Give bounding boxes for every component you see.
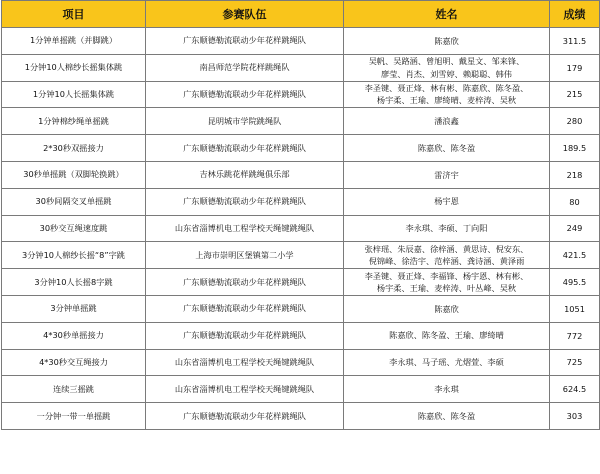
- score-cell: 249: [550, 215, 600, 242]
- table-row: [2, 81, 600, 108]
- name-line: 李永琪: [434, 384, 459, 394]
- names-cell: [344, 242, 550, 269]
- table-row: [2, 403, 600, 430]
- project-cell: 3分钟10人长摇8字跳: [2, 269, 146, 296]
- names-cell: [344, 349, 550, 376]
- score-cell: 303: [550, 403, 600, 430]
- names-cell: [344, 81, 550, 108]
- score-cell: 311.5: [550, 28, 600, 55]
- project-cell: 3分钟10人棉纱长摇“8”字跳: [2, 242, 146, 269]
- name-line: 李圣键、聂正烽、林有彬、陈嘉欣、陈冬盈、: [364, 82, 529, 93]
- project-cell: 4*30秒交互绳接力: [2, 349, 146, 376]
- project-cell: 1分钟棉纱绳单摇跳: [2, 108, 146, 135]
- table-row: [2, 135, 600, 162]
- names-cell: [344, 403, 550, 430]
- table-row: [2, 269, 600, 296]
- score-cell: 218: [550, 161, 600, 188]
- score-cell: 725: [550, 349, 600, 376]
- score-cell: 179: [550, 54, 600, 81]
- team-cell: 广东顺德勒流联动少年花样跳绳队: [146, 28, 344, 55]
- name-line: 倪锦峰、徐浩宇、范梓涵、龚诗涵、黄泽雨: [368, 256, 525, 267]
- team-cell: 广东顺德勒流联动少年花样跳绳队: [146, 295, 344, 322]
- names-cell: [344, 322, 550, 349]
- header-row: [2, 1, 600, 28]
- team-cell: 广东顺德勒流联动少年花样跳绳队: [146, 403, 344, 430]
- score-cell: 624.5: [550, 376, 600, 403]
- names-cell: [344, 215, 550, 242]
- table-row: [2, 28, 600, 55]
- header-names: 姓名: [344, 1, 550, 28]
- team-cell: 山东省淄博机电工程学校天绳键跳绳队: [146, 349, 344, 376]
- team-cell: 广东顺德勒流联动少年花样跳绳队: [146, 81, 344, 108]
- team-cell: 昆明城市学院跳绳队: [146, 108, 344, 135]
- results-table: [1, 0, 600, 430]
- table-row: [2, 188, 600, 215]
- project-cell: 4*30秒单摇接力: [2, 322, 146, 349]
- team-cell: 上海市崇明区堡镇第二小学: [146, 242, 344, 269]
- table-row: [2, 215, 600, 242]
- score-cell: 421.5: [550, 242, 600, 269]
- score-cell: 189.5: [550, 135, 600, 162]
- name-line: 杨宇恩: [434, 196, 459, 207]
- name-line: 陈嘉欣: [434, 35, 459, 46]
- team-cell: 广东顺德勒流联动少年花样跳绳队: [146, 269, 344, 296]
- score-cell: 80: [550, 188, 600, 215]
- names-cell: [344, 54, 550, 81]
- name-line: 张梓瑶、朱辰嘉、徐梓涵、黄思诗、倪安东、: [364, 243, 529, 254]
- team-cell: 广东顺德勒流联动少年花样跳绳队: [146, 322, 344, 349]
- team-cell: 南昌师范学院花样跳绳队: [146, 54, 344, 81]
- team-cell: 广东顺德勒流联动少年花样跳绳队: [146, 135, 344, 162]
- project-cell: 一分钟一带一单摇跳: [2, 403, 146, 430]
- name-line: 陈嘉欣、陈冬盈、王瑜、廖绮晴: [389, 330, 504, 341]
- name-line: 廖莹、肖杰、刘雪婷、赖聪聪、韩伟: [380, 68, 512, 79]
- project-cell: 2*30秒双摇接力: [2, 135, 146, 162]
- team-cell: 广东顺德勒流联动少年花样跳绳队: [146, 188, 344, 215]
- name-line: 陈嘉欣: [434, 303, 459, 314]
- table-row: [2, 376, 600, 403]
- header-team: 参赛队伍: [146, 1, 344, 28]
- name-line: 杨宇柔、王瑜、麦梓涛、叶丛峰、吴秋: [376, 283, 517, 294]
- table-row: [2, 242, 600, 269]
- header-score: 成绩: [550, 1, 600, 28]
- name-line: 雷济宇: [434, 169, 459, 180]
- names-cell: [344, 161, 550, 188]
- name-line: 李永琪、马子瑶、尤熠萱、李硕: [389, 357, 504, 368]
- name-line: 吴帆、吴路涵、曾旭明、戴星文、邹来锋、: [368, 56, 525, 67]
- names-cell: [344, 295, 550, 322]
- table-row: [2, 295, 600, 322]
- table-row: [2, 322, 600, 349]
- team-cell: 山东省淄博机电工程学校天绳键跳绳队: [146, 376, 344, 403]
- name-line: 李永琪、李硕、丁向阳: [405, 223, 488, 234]
- project-cell: 30秒单摇跳（双脚轮换跳）: [2, 161, 146, 188]
- project-cell: 1分钟10人长摇集体跳: [2, 81, 146, 108]
- score-cell: 1051: [550, 295, 600, 322]
- names-cell: [344, 188, 550, 215]
- header-project: 项目: [2, 1, 146, 28]
- names-cell: [344, 135, 550, 162]
- name-line: 陈嘉欣、陈冬盈: [417, 142, 476, 153]
- names-cell: [344, 28, 550, 55]
- project-cell: 1分钟单摇跳（并脚跳）: [2, 28, 146, 55]
- names-cell: [344, 269, 550, 296]
- project-cell: 1分钟10人棉纱长摇集体跳: [2, 54, 146, 81]
- name-line: 杨宇柔、王瑜、廖绮晴、麦梓涛、吴秋: [376, 95, 517, 106]
- score-cell: 280: [550, 108, 600, 135]
- name-line: 李圣键、聂正烽、李福锋、杨宇恩、林有彬、: [364, 270, 529, 281]
- score-cell: 215: [550, 81, 600, 108]
- project-cell: 3分钟单摇跳: [2, 295, 146, 322]
- team-cell: 吉林乐跳花样跳绳俱乐部: [146, 161, 344, 188]
- project-cell: 30秒交互绳速度跳: [2, 215, 146, 242]
- project-cell: 30秒间隔交叉单摇跳: [2, 188, 146, 215]
- name-line: 陈嘉欣、陈冬盈: [417, 410, 476, 421]
- table-row: [2, 108, 600, 135]
- table-row: [2, 54, 600, 81]
- project-cell: 连续三摇跳: [2, 376, 146, 403]
- table-row: [2, 349, 600, 376]
- names-cell: [344, 108, 550, 135]
- score-cell: 495.5: [550, 269, 600, 296]
- name-line: 潘浪鑫: [434, 116, 459, 127]
- score-cell: 772: [550, 322, 600, 349]
- team-cell: 山东省淄博机电工程学校天绳键跳绳队: [146, 215, 344, 242]
- table-row: [2, 161, 600, 188]
- names-cell: [344, 376, 550, 403]
